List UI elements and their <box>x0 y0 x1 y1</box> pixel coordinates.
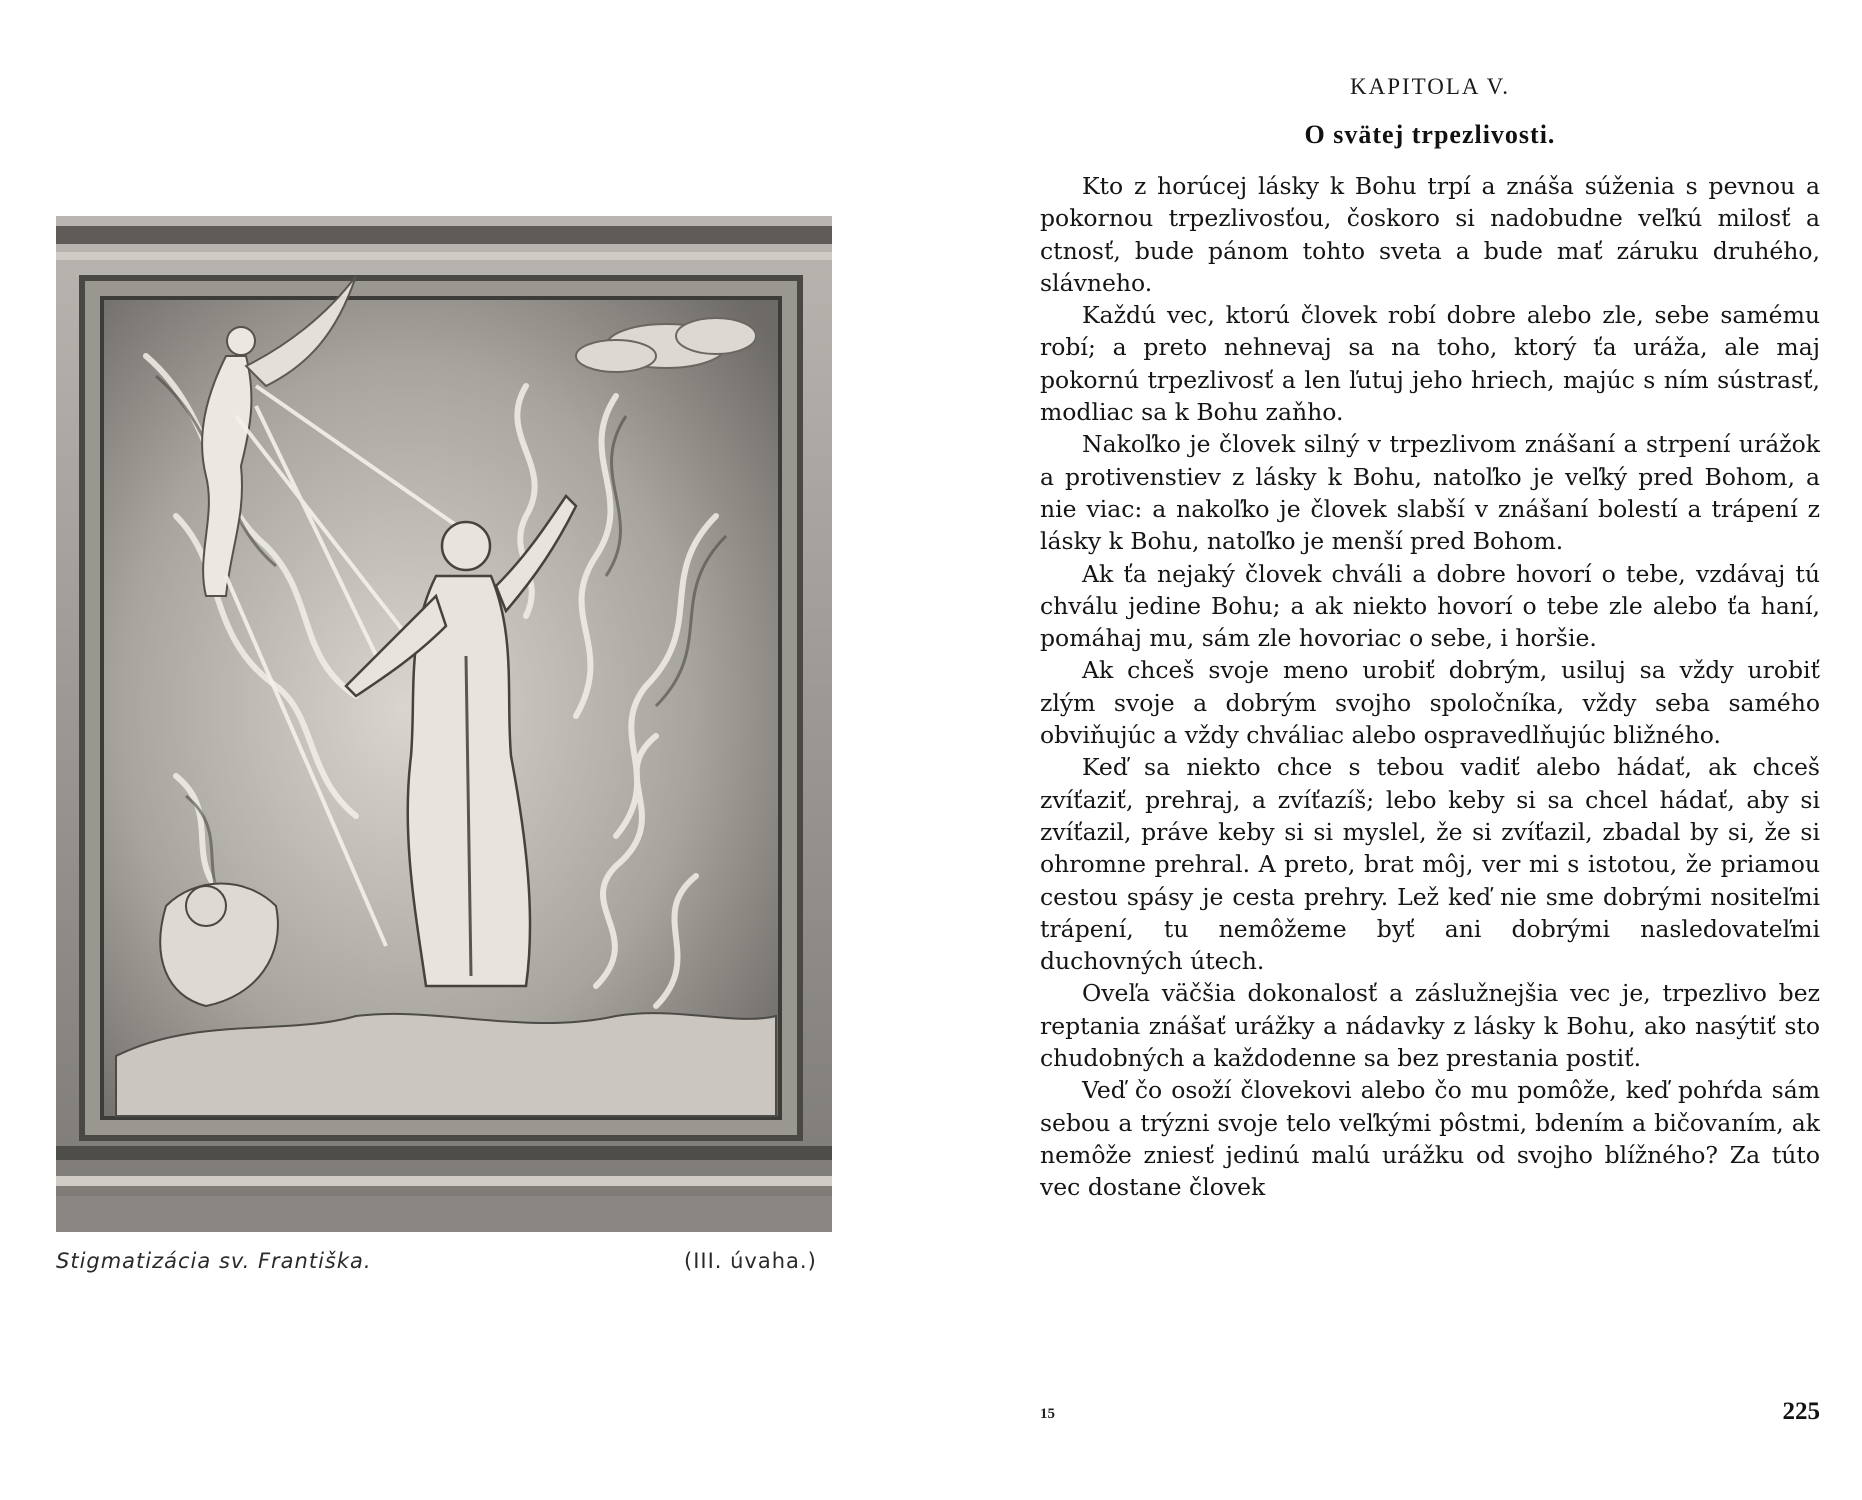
image-caption: Stigmatizácia sv. Františka. <box>56 1249 372 1273</box>
relief-stigmatization-icon <box>56 216 832 1232</box>
chapter-body <box>1040 170 1820 1204</box>
paragraph: Kto z horúcej lásky k Bohu trpí a znáša súženia s pevnou a pokornou trpezlivosťou, čoskoro si nadobudne veľkú milosť a ctnosť, bude pánom tohto sveta a bude mať záruku druhého, slávneho. <box>1040 172 1820 297</box>
paragraph: Ak ťa nejaký človek chváli a dobre hovorí o tebe, vzdávaj tú chválu jedine Bohu; a ak niekto hovorí o tebe zle alebo ťa haní, pomáhaj mu, sám zle hovoriac o sebe, i horšie. <box>1040 559 1820 653</box>
paragraph: Veď čo osoží človekovi alebo čo mu pomôže, keď pohŕda sám sebou a trýzni svoje telo veľkými pôstmi, bdením a bičovaním, ak nemôže zniesť jedinú malú urážku od svojho blížného? Za túto vec dostane človek <box>1040 1076 1820 1202</box>
paragraph: Oveľa väčšia dokonalosť a záslužnejšia vec je, trpezlivo bez reptania znášať urážky a nádavky z lásky k Bohu, ako nasýtiť sto chudobných a každodenne sa bez prestania postiť. <box>1040 979 1820 1073</box>
caption-reference: (III. úvaha.) <box>684 1249 817 1273</box>
signature-mark: 15 <box>1040 1406 1055 1422</box>
page-number: 225 <box>1782 1398 1820 1425</box>
right-page <box>1040 0 1820 1500</box>
paragraph: Nakoľko je človek silný v trpezlivom znášaní a strpení urážok a protivenstiev z lásky k Bohu, natoľko je veľký pred Bohom, a nie viac: a nakoľko je človek slabší v znášaní bolestí a trápení z lásky k Bohu, natoľko je menší pred Bohom. <box>1040 430 1820 556</box>
chapter-label: KAPITOLA V. <box>1349 74 1511 99</box>
paragraph: Ak chceš svoje meno urobiť dobrým, usiluj sa vždy urobiť zlým svoje a dobrým svojho spoločníka, vždy seba samého obviňujúc a vždy chváliac alebo ospravedlňujúc bližného. <box>1040 656 1820 750</box>
chapter-title: O svätej trpezlivosti. <box>1304 120 1556 149</box>
paragraph: Keď sa niekto chce s tebou vadiť alebo hádať, ak chceš zvíťaziť, prehraj, a zvíťazíš; lebo keby si sa chcel hádať, aby si zvíťazil, práve keby si si myslel, že si zvíťazil, zbadal by si, že si ohromne prehral. A preto, brat môj, ver mi s istotou, že priamou cestou spásy je cesta prehry. Lež keď nie sme dobrými nositeľmi trápení, tu nemôžeme byť ani dobrými nasledovateľmi duchovných útech. <box>1040 753 1820 976</box>
paragraph: Každú vec, ktorú človek robí dobre alebo zle, sebe samému robí; a preto nehnevaj sa na toho, ktorý ťa uráža, ale maj pokornú trpezlivosť a len ľutuj jeho hriech, majúc s ním sústrasť, modliac sa k Bohu zaňho. <box>1040 301 1820 427</box>
